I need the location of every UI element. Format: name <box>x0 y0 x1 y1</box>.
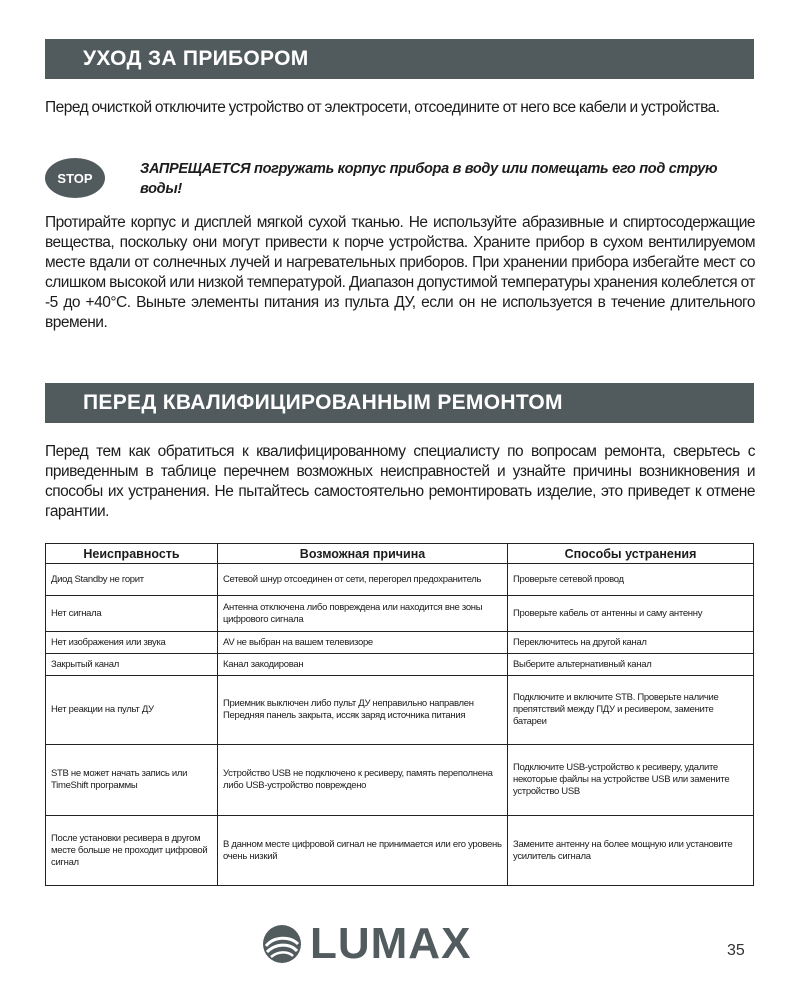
page-number: 35 <box>727 942 745 959</box>
stop-icon <box>45 158 105 198</box>
cause-cell: Сетевой шнур отсоединен от сети, перегорел предохранитель <box>218 564 508 596</box>
brand-logo <box>262 919 472 968</box>
brand-name: LUMAX <box>310 919 472 968</box>
table-row <box>46 632 754 654</box>
cause-cell: Антенна отключена либо повреждена или находится вне зоны цифрового сигнала <box>218 596 508 632</box>
table-row <box>46 564 754 596</box>
solution-cell: Подключите USB-устройство к ресиверу, удалите некоторые файлы на устройстве USB или замените устройство USB <box>508 745 754 816</box>
repair-intro: Перед тем как обратиться к квалифицированному специалисту по вопросам ремонта, сверьтесь с приведенным в таблице перечнем возможных неисправностей и узнайте причины возникновения и способы их устранения. Не пытайтесь самостоятельно ремонтировать изделие, это приведет к отмене гарантии. <box>45 443 755 520</box>
section-title-repair <box>45 383 754 423</box>
section-title-repair-text: ПЕРЕД КВАЛИФИЦИРОВАННЫМ РЕМОНТОМ <box>83 391 563 414</box>
section-title-care <box>45 39 754 79</box>
solution-cell: Проверьте кабель от антенны и саму антенну <box>508 596 754 632</box>
solution-cell: Проверьте сетевой провод <box>508 564 754 596</box>
header-cause: Возможная причина <box>218 544 508 564</box>
fault-cell: STB не может начать запись или TimeShift программы <box>46 745 218 816</box>
table-row <box>46 816 754 886</box>
fault-cell: Диод Standby не горит <box>46 564 218 596</box>
solution-cell: Замените антенну на более мощную или установите усилитель сигнала <box>508 816 754 886</box>
solution-cell: Переключитесь на другой канал <box>508 632 754 654</box>
cause-cell: Приемник выключен либо пульт ДУ неправильно направлен Передняя панель закрыта, иссяк заряд источника питания <box>218 676 508 745</box>
solution-cell: Выберите альтернативный канал <box>508 654 754 676</box>
table-row <box>46 596 754 632</box>
solution-cell: Подключите и включите STB. Проверьте наличие препятствий между ПДУ и ресивером, замените батареи <box>508 676 754 745</box>
fault-cell: Нет реакции на пульт ДУ <box>46 676 218 745</box>
fault-cell: После установки ресивера в другом месте больше не проходит цифровой сигнал <box>46 816 218 886</box>
care-warning: ЗАПРЕЩАЕТСЯ погружать корпус прибора в воду или помещать его под струю воды! <box>140 161 718 197</box>
troubleshooting-table <box>45 543 754 886</box>
fault-cell: Закрытый канал <box>46 654 218 676</box>
section-title-care-text: УХОД ЗА ПРИБОРОМ <box>83 47 309 70</box>
stop-label: STOP <box>57 170 93 186</box>
fault-cell: Нет сигнала <box>46 596 218 632</box>
table-header-row <box>46 544 754 564</box>
cause-cell: Устройство USB не подключено к ресиверу, память переполнена либо USB-устройство повреждено <box>218 745 508 816</box>
table-row <box>46 745 754 816</box>
cause-cell: В данном месте цифровой сигнал не принимается или его уровень очень низкий <box>218 816 508 886</box>
lumax-swirl-icon <box>262 924 302 964</box>
header-fault: Неисправность <box>46 544 218 564</box>
cause-cell: Канал закодирован <box>218 654 508 676</box>
cause-cell: AV не выбран на вашем телевизоре <box>218 632 508 654</box>
header-solution: Способы устранения <box>508 544 754 564</box>
care-intro: Перед очисткой отключите устройство от электросети, отсоедините от него все кабели и устройства. <box>45 99 720 116</box>
care-body: Протирайте корпус и дисплей мягкой сухой тканью. Не используйте абразивные и спиртосодержащие вещества, поскольку они могут привести к порче устройства. Храните прибор в сухом вентилируемом месте вдали от солнечных лучей и нагревательных приборов. При хранении прибора избегайте мест со слишком высокой или низкой температурой. Диапазон допустимой температуры хранения колеблется от -5 до +40°С. Выньте элементы питания из пульта ДУ, если он не используется в течение длительного времени. <box>45 214 755 331</box>
table-row <box>46 654 754 676</box>
table-row <box>46 676 754 745</box>
fault-cell: Нет изображения или звука <box>46 632 218 654</box>
